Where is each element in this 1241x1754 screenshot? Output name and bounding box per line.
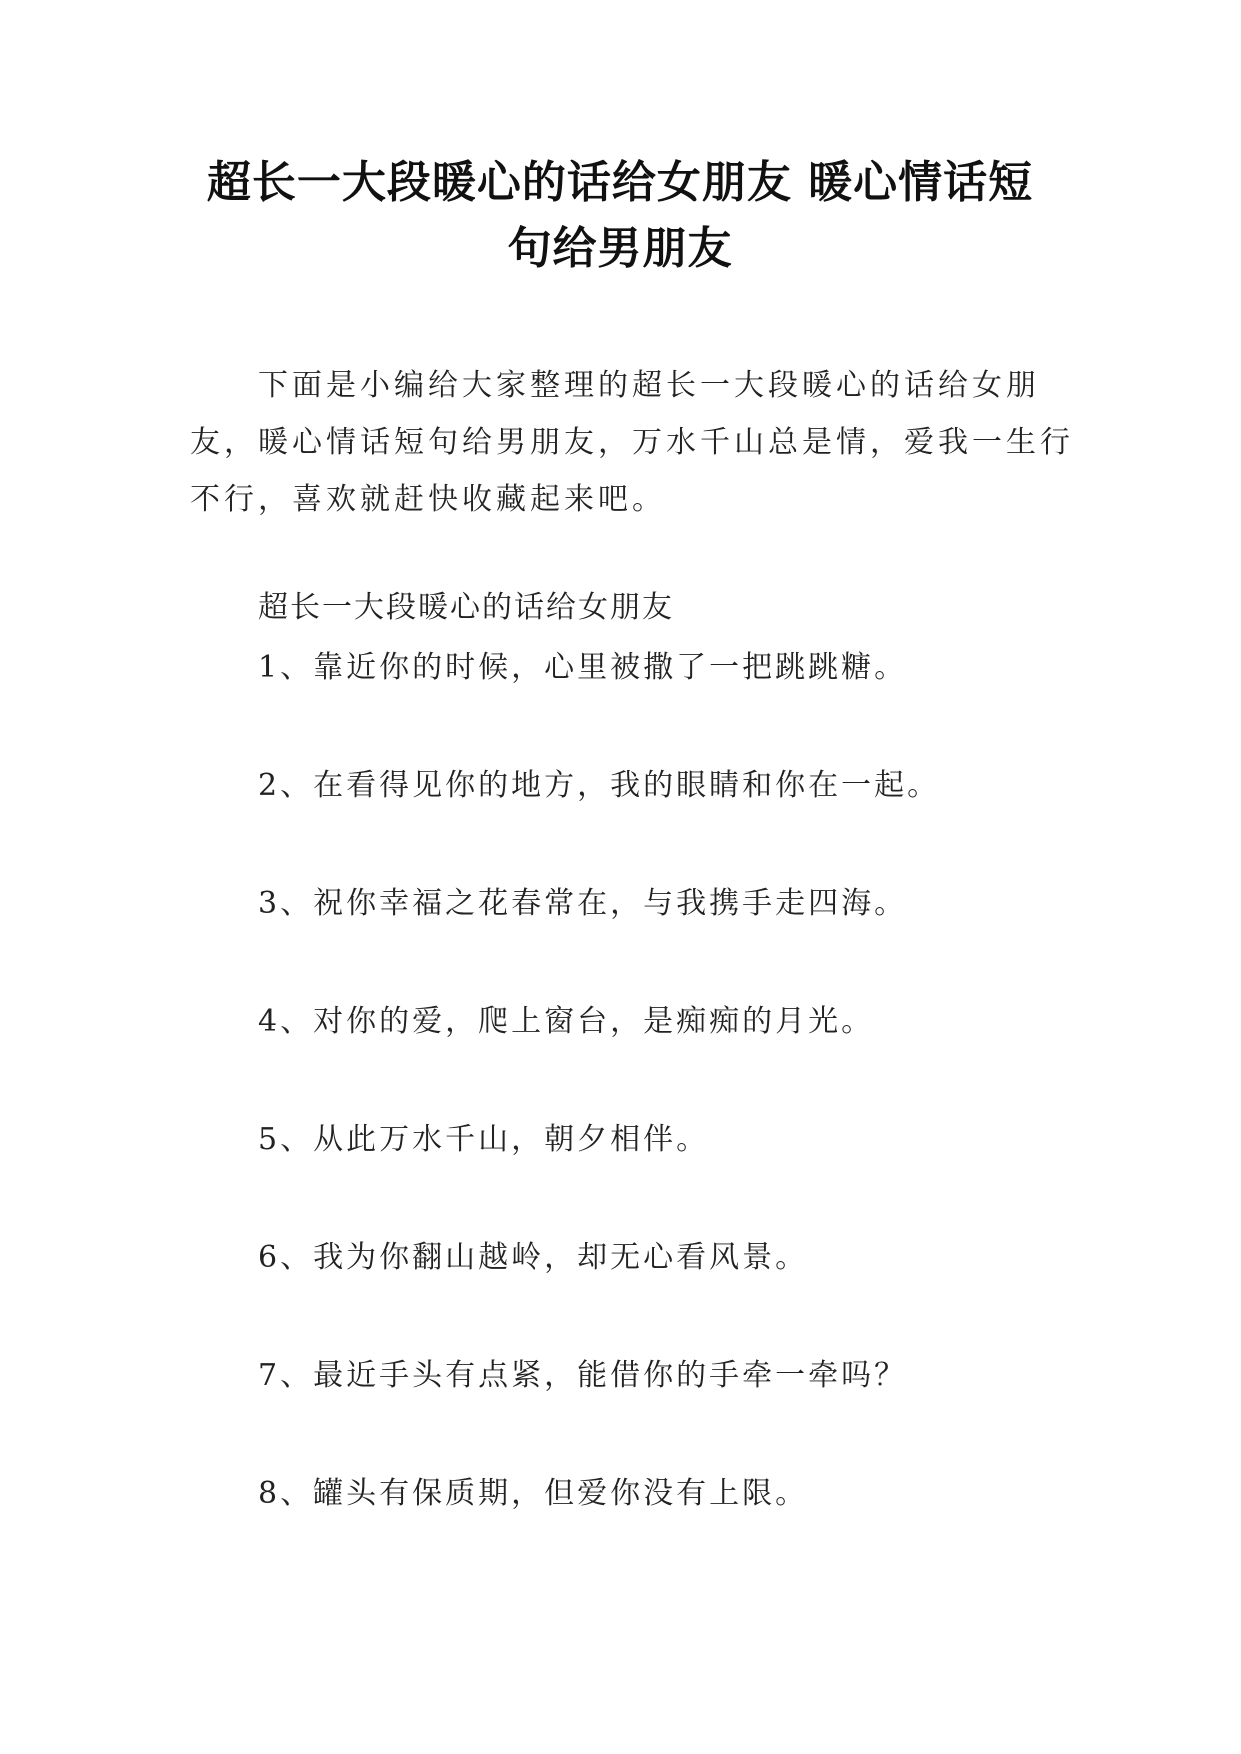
list-item: 1、靠近你的时候，心里被撒了一把跳跳糖。 [258, 650, 908, 685]
list-item: 5、从此万水千山，朝夕相伴。 [258, 1122, 710, 1157]
list-item: 2、在看得见你的地方，我的眼睛和你在一起。 [258, 768, 941, 803]
title-line: 超长一大段暖心的话给女朋友 暖心情话短 [206, 157, 1034, 208]
title-line: 句给男朋友 [507, 223, 733, 274]
document-title [170, 150, 1070, 282]
intro-line: 不行，喜欢就赶快收藏起来吧。 [190, 482, 666, 517]
list-item: 4、对你的爱，爬上窗台，是痴痴的月光。 [258, 1004, 875, 1039]
list-item: 3、祝你幸福之花春常在，与我携手走四海。 [258, 886, 908, 921]
section-heading: 超长一大段暖心的话给女朋友 [258, 590, 674, 625]
list-item: 7、最近手头有点紧，能借你的手牵一牵吗？ [258, 1358, 908, 1393]
intro-paragraph [190, 357, 1074, 528]
list-item: 6、我为你翻山越岭，却无心看风景。 [258, 1240, 809, 1275]
sentence-list [258, 648, 940, 1592]
list-item: 8、罐头有保质期，但爱你没有上限。 [258, 1476, 809, 1511]
intro-line: 下面是小编给大家整理的超长一大段暖心的话给女朋 [258, 368, 1040, 403]
intro-line: 友，暖心情话短句给男朋友，万水千山总是情，爱我一生行 [190, 425, 1074, 460]
